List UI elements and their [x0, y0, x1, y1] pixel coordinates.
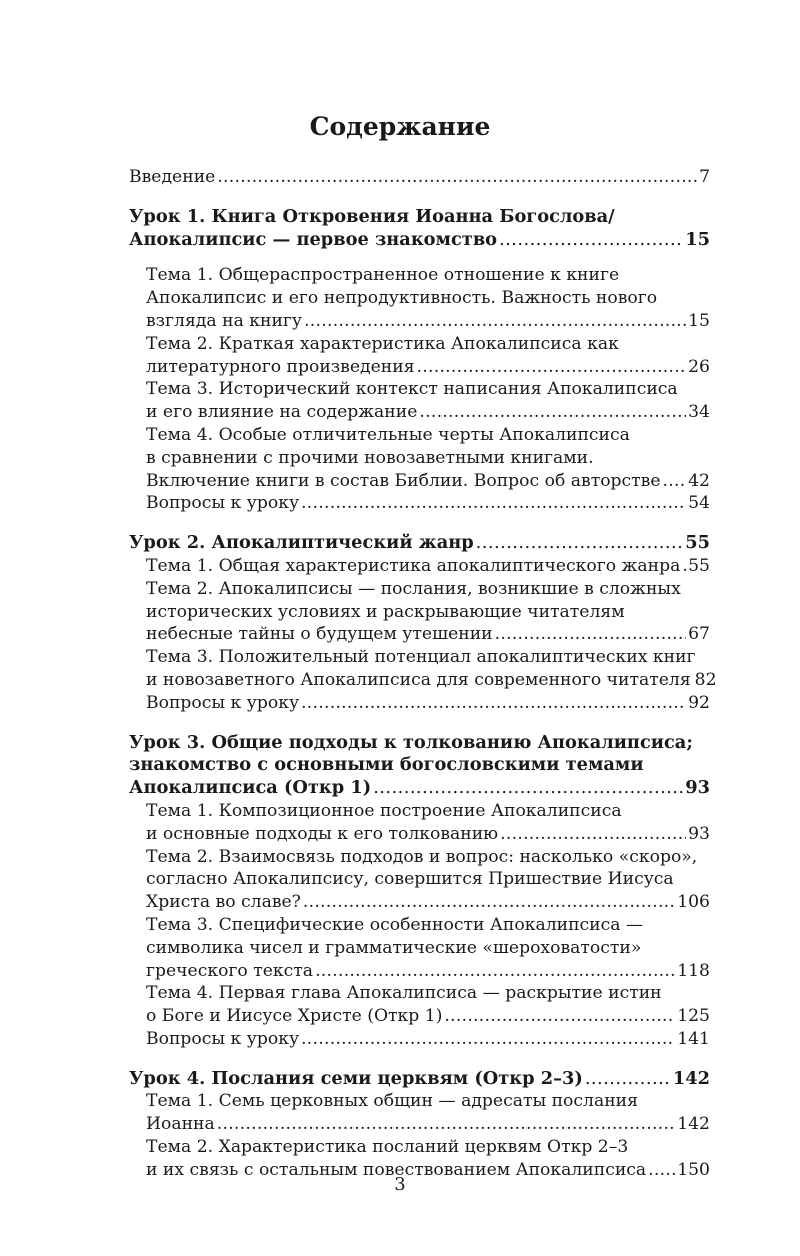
- dot-leader: [500, 823, 686, 846]
- dot-leader: [315, 960, 675, 983]
- dot-leader: [303, 891, 675, 914]
- dot-leader: [301, 692, 686, 715]
- toc-topic: Тема 3. Положительный потенциал апокалиптических книг и новозаветного Апокалипсиса для современного читателя 82: [146, 647, 717, 690]
- toc-topic: Тема 1. Композиционное построение Апокалипсиса и основные подходы к его толкованию . . . 93: [129, 800, 710, 846]
- page-ref: 142: [677, 1114, 710, 1135]
- dot-leader: [499, 229, 683, 252]
- page-ref: 106: [677, 892, 710, 913]
- dot-leader: [419, 401, 686, 424]
- dot-leader: [682, 555, 686, 578]
- page-ref: 118: [677, 960, 710, 981]
- page-ref: 26: [688, 356, 710, 377]
- page-ref: 34: [688, 402, 710, 423]
- toc-topic: Тема 3. Специфические особенности Апокалипсиса — символика чисел и грамматические «шероховатости» греческого текста . . . 118: [129, 914, 710, 982]
- toc-topic: Тема 4. Первая глава Апокалипсиса — раскрытие истин о Боге и Иисусе Христе (Откр 1) . . . 125: [129, 982, 710, 1028]
- toc-questions: Вопросы к уроку . . . 92: [129, 692, 710, 715]
- page-ref: 15: [685, 228, 710, 250]
- toc-topic: Тема 1. Общераспространенное отношение к книге Апокалипсис и его непродуктивность. Важность нового взгляда на книгу . . . 15: [129, 264, 710, 332]
- toc-topic: Тема 2. Характеристика посланий церквям Откр 2–3 и их связь с остальным повествованием Апокалипсиса . . . 150: [129, 1136, 710, 1182]
- page-ref: 15: [688, 310, 710, 331]
- toc-questions: Вопросы к уроку . . . 54: [129, 492, 710, 515]
- dot-leader: [585, 1068, 671, 1091]
- page-ref: 150: [677, 1159, 710, 1180]
- lesson-heading-3: Урок 3. Общие подходы к толкованию Апокалипсиса; знакомство с основными богословскими темами Апокалипсиса (Откр 1) . . . 93: [129, 732, 710, 800]
- dot-leader: [301, 492, 686, 515]
- page-ref: 141: [677, 1028, 710, 1049]
- toc-questions: Вопросы к уроку . . . 141: [129, 1028, 710, 1051]
- toc-topic: Тема 1. Семь церковных общин — адресаты послания Иоанна . . . 142: [129, 1090, 710, 1136]
- page-ref: 93: [688, 823, 710, 844]
- dot-leader: [301, 1028, 675, 1051]
- dot-leader: [417, 356, 687, 379]
- page-ref: 55: [688, 555, 710, 576]
- dot-leader: [444, 1005, 675, 1028]
- page-ref: 142: [672, 1067, 710, 1089]
- page-ref: 125: [677, 1006, 710, 1027]
- lesson-heading-2: Урок 2. Апокалиптический жанр . . . 55: [129, 532, 710, 555]
- toc-entry-intro: Введение . . . 7: [129, 166, 710, 189]
- toc-topic: Тема 3. Исторический контекст написания Апокалипсиса и его влияние на содержание . . . 34: [129, 378, 710, 424]
- page-ref: 93: [685, 777, 710, 799]
- page-ref: 67: [688, 624, 710, 645]
- page-ref: 55: [685, 532, 710, 554]
- table-of-contents: [129, 166, 717, 1182]
- toc-topic: Тема 2. Краткая характеристика Апокалипсиса как литературного произведения . . . 26: [129, 333, 710, 379]
- lesson-heading-1: Урок 1. Книга Откровения Иоанна Богослова/ Апокалипсис — первое знакомство . . . 15: [129, 206, 710, 252]
- dot-leader: [476, 532, 684, 555]
- page-ref: 82: [694, 669, 717, 690]
- dot-leader: [373, 777, 683, 800]
- dot-leader: [304, 310, 686, 333]
- page-title: Содержание: [309, 112, 491, 141]
- toc-topic: Тема 1. Общая характеристика апокалиптического жанра . . . 55: [129, 555, 710, 578]
- page-ref: 7: [699, 167, 710, 187]
- page-ref: 54: [688, 493, 710, 514]
- toc-topic: Тема 2. Взаимосвязь подходов и вопрос: насколько «скоро», согласно Апокалипсису, совершится Пришествие Иисуса Христа во славе? . . . 106: [129, 846, 710, 914]
- toc-topic: Тема 2. Апокалипсисы — послания, возникшие в сложных исторических условиях и раскрывающие читателям небесные тайны о будущем утешении . . . 67: [129, 578, 710, 646]
- dot-leader: [217, 1113, 675, 1136]
- page-number: 3: [394, 1174, 406, 1195]
- dot-leader: [663, 470, 687, 493]
- page-ref: 42: [688, 470, 710, 491]
- toc-topic: Тема 4. Особые отличительные черты Апокалипсиса в сравнении с прочими новозаветными книгами. Включение книги в состав Библии. Вопрос об авторстве . . . 42: [129, 424, 710, 492]
- dot-leader: [217, 166, 697, 189]
- page-ref: 92: [688, 692, 710, 713]
- lesson-heading-4: Урок 4. Послания семи церквям (Откр 2–3) . . . 142: [129, 1068, 710, 1091]
- dot-leader: [495, 623, 687, 646]
